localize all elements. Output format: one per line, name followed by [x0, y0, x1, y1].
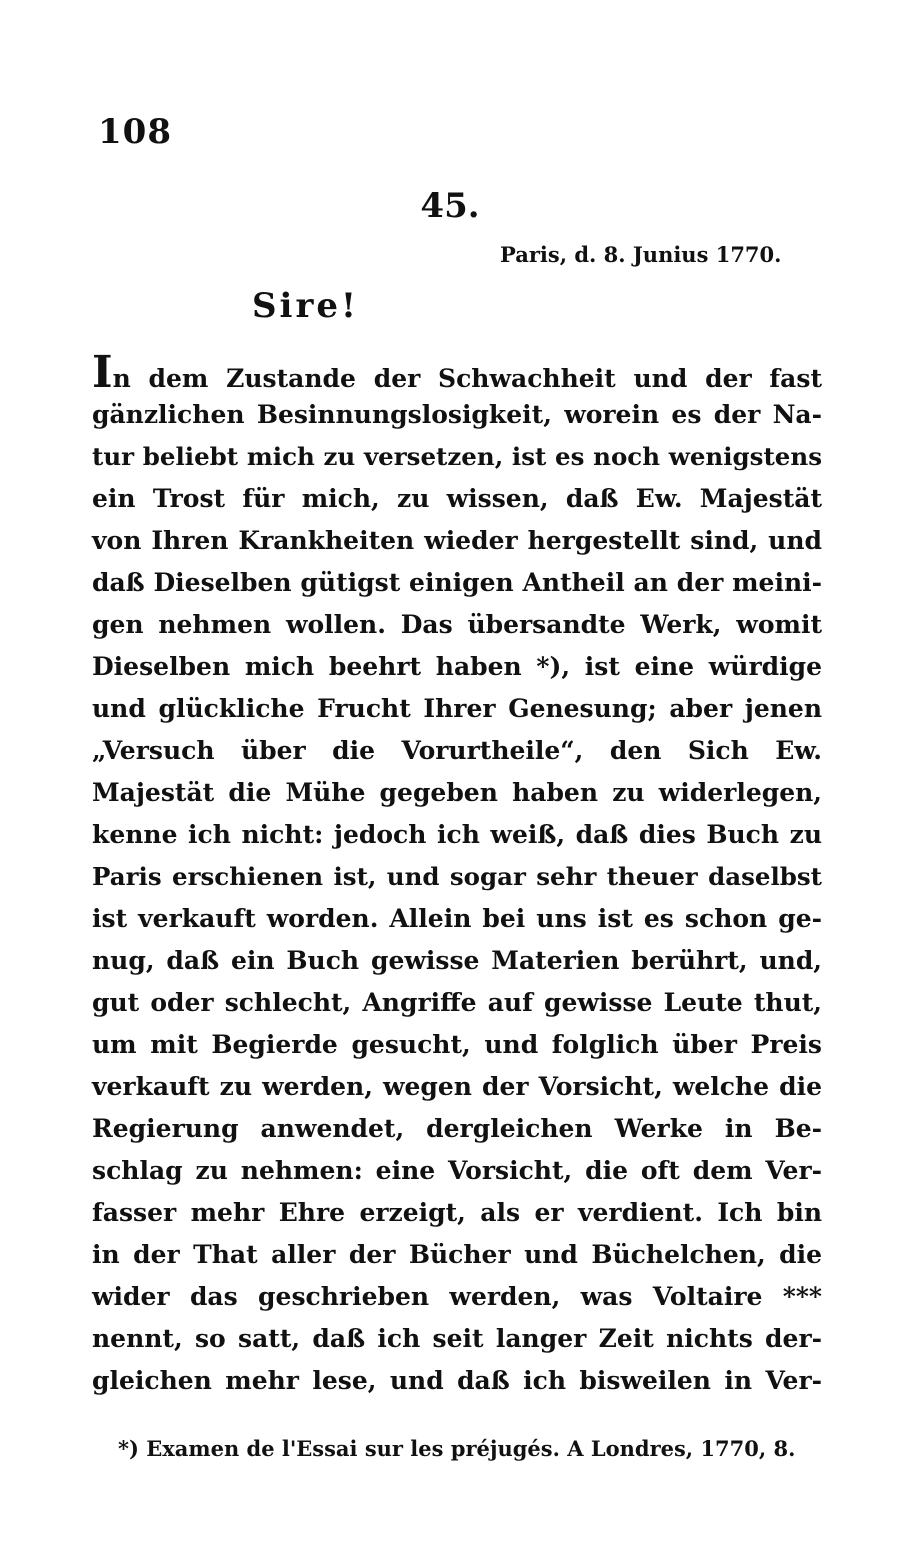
dateline: Paris, d. 8. Junius 1770.: [500, 242, 782, 267]
text-line: Regierung anwendet, dergleichen Werke in Be-: [92, 1114, 822, 1143]
text-line: Majestät die Mühe gegeben haben zu widerlegen,: [92, 778, 822, 807]
text-line: und glückliche Frucht Ihrer Genesung; aber jenen: [92, 694, 822, 723]
text-line: fasser mehr Ehre erzeigt, als er verdient. Ich bin: [92, 1198, 822, 1227]
text-line: tur beliebt mich zu versetzen, ist es noch wenigstens: [92, 442, 822, 471]
text-line: gen nehmen wollen. Das übersandte Werk, womit: [92, 610, 822, 639]
text-line: Paris erschienen ist, und sogar sehr theuer daselbst: [92, 862, 822, 891]
text-line: daß Dieselben gütigst einigen Antheil an der meini-: [92, 568, 822, 597]
text-line: „Versuch über die Vorurtheile“, den Sich Ew.: [92, 736, 822, 765]
text-line: In dem Zustande der Schwachheit und der fast: [92, 347, 822, 398]
text-line: gleichen mehr lese, und daß ich bisweilen in Ver-: [92, 1366, 822, 1395]
text-line: nennt, so satt, daß ich seit langer Zeit nichts der-: [92, 1324, 822, 1353]
text-line: ein Trost für mich, zu wissen, daß Ew. Majestät: [92, 484, 822, 513]
text-line: nug, daß ein Buch gewisse Materien berührt, und,: [92, 946, 822, 975]
text-line: wider das geschrieben werden, was Voltaire ***: [92, 1282, 822, 1311]
text-line: gänzlichen Besinnungslosigkeit, worein es der Na-: [92, 400, 822, 429]
text-line: gut oder schlecht, Angriffe auf gewisse Leute thut,: [92, 988, 822, 1017]
letter-body: [92, 347, 822, 1402]
text-line: verkauft zu werden, wegen der Vorsicht, welche die: [92, 1072, 822, 1101]
text-line: um mit Begierde gesucht, und folglich über Preis: [92, 1030, 822, 1059]
page-number: 108: [98, 112, 172, 152]
text-line: Dieselben mich beehrt haben *), ist eine würdige: [92, 652, 822, 681]
text-line: in der That aller der Bücher und Büchelchen, die: [92, 1240, 822, 1269]
letter-number: 45.: [420, 186, 480, 226]
text-line: kenne ich nicht: jedoch ich weiß, daß dies Buch zu: [92, 820, 822, 849]
text-line: schlag zu nehmen: eine Vorsicht, die oft dem Ver-: [92, 1156, 822, 1185]
text-line: von Ihren Krankheiten wieder hergestellt sind, und: [92, 526, 822, 555]
footnote: *) Examen de l'Essai sur les préjugés. A Londres, 1770, 8.: [118, 1436, 796, 1461]
salutation: Sire!: [252, 286, 359, 326]
text-line: ist verkauft worden. Allein bei uns ist es schon ge-: [92, 904, 822, 933]
